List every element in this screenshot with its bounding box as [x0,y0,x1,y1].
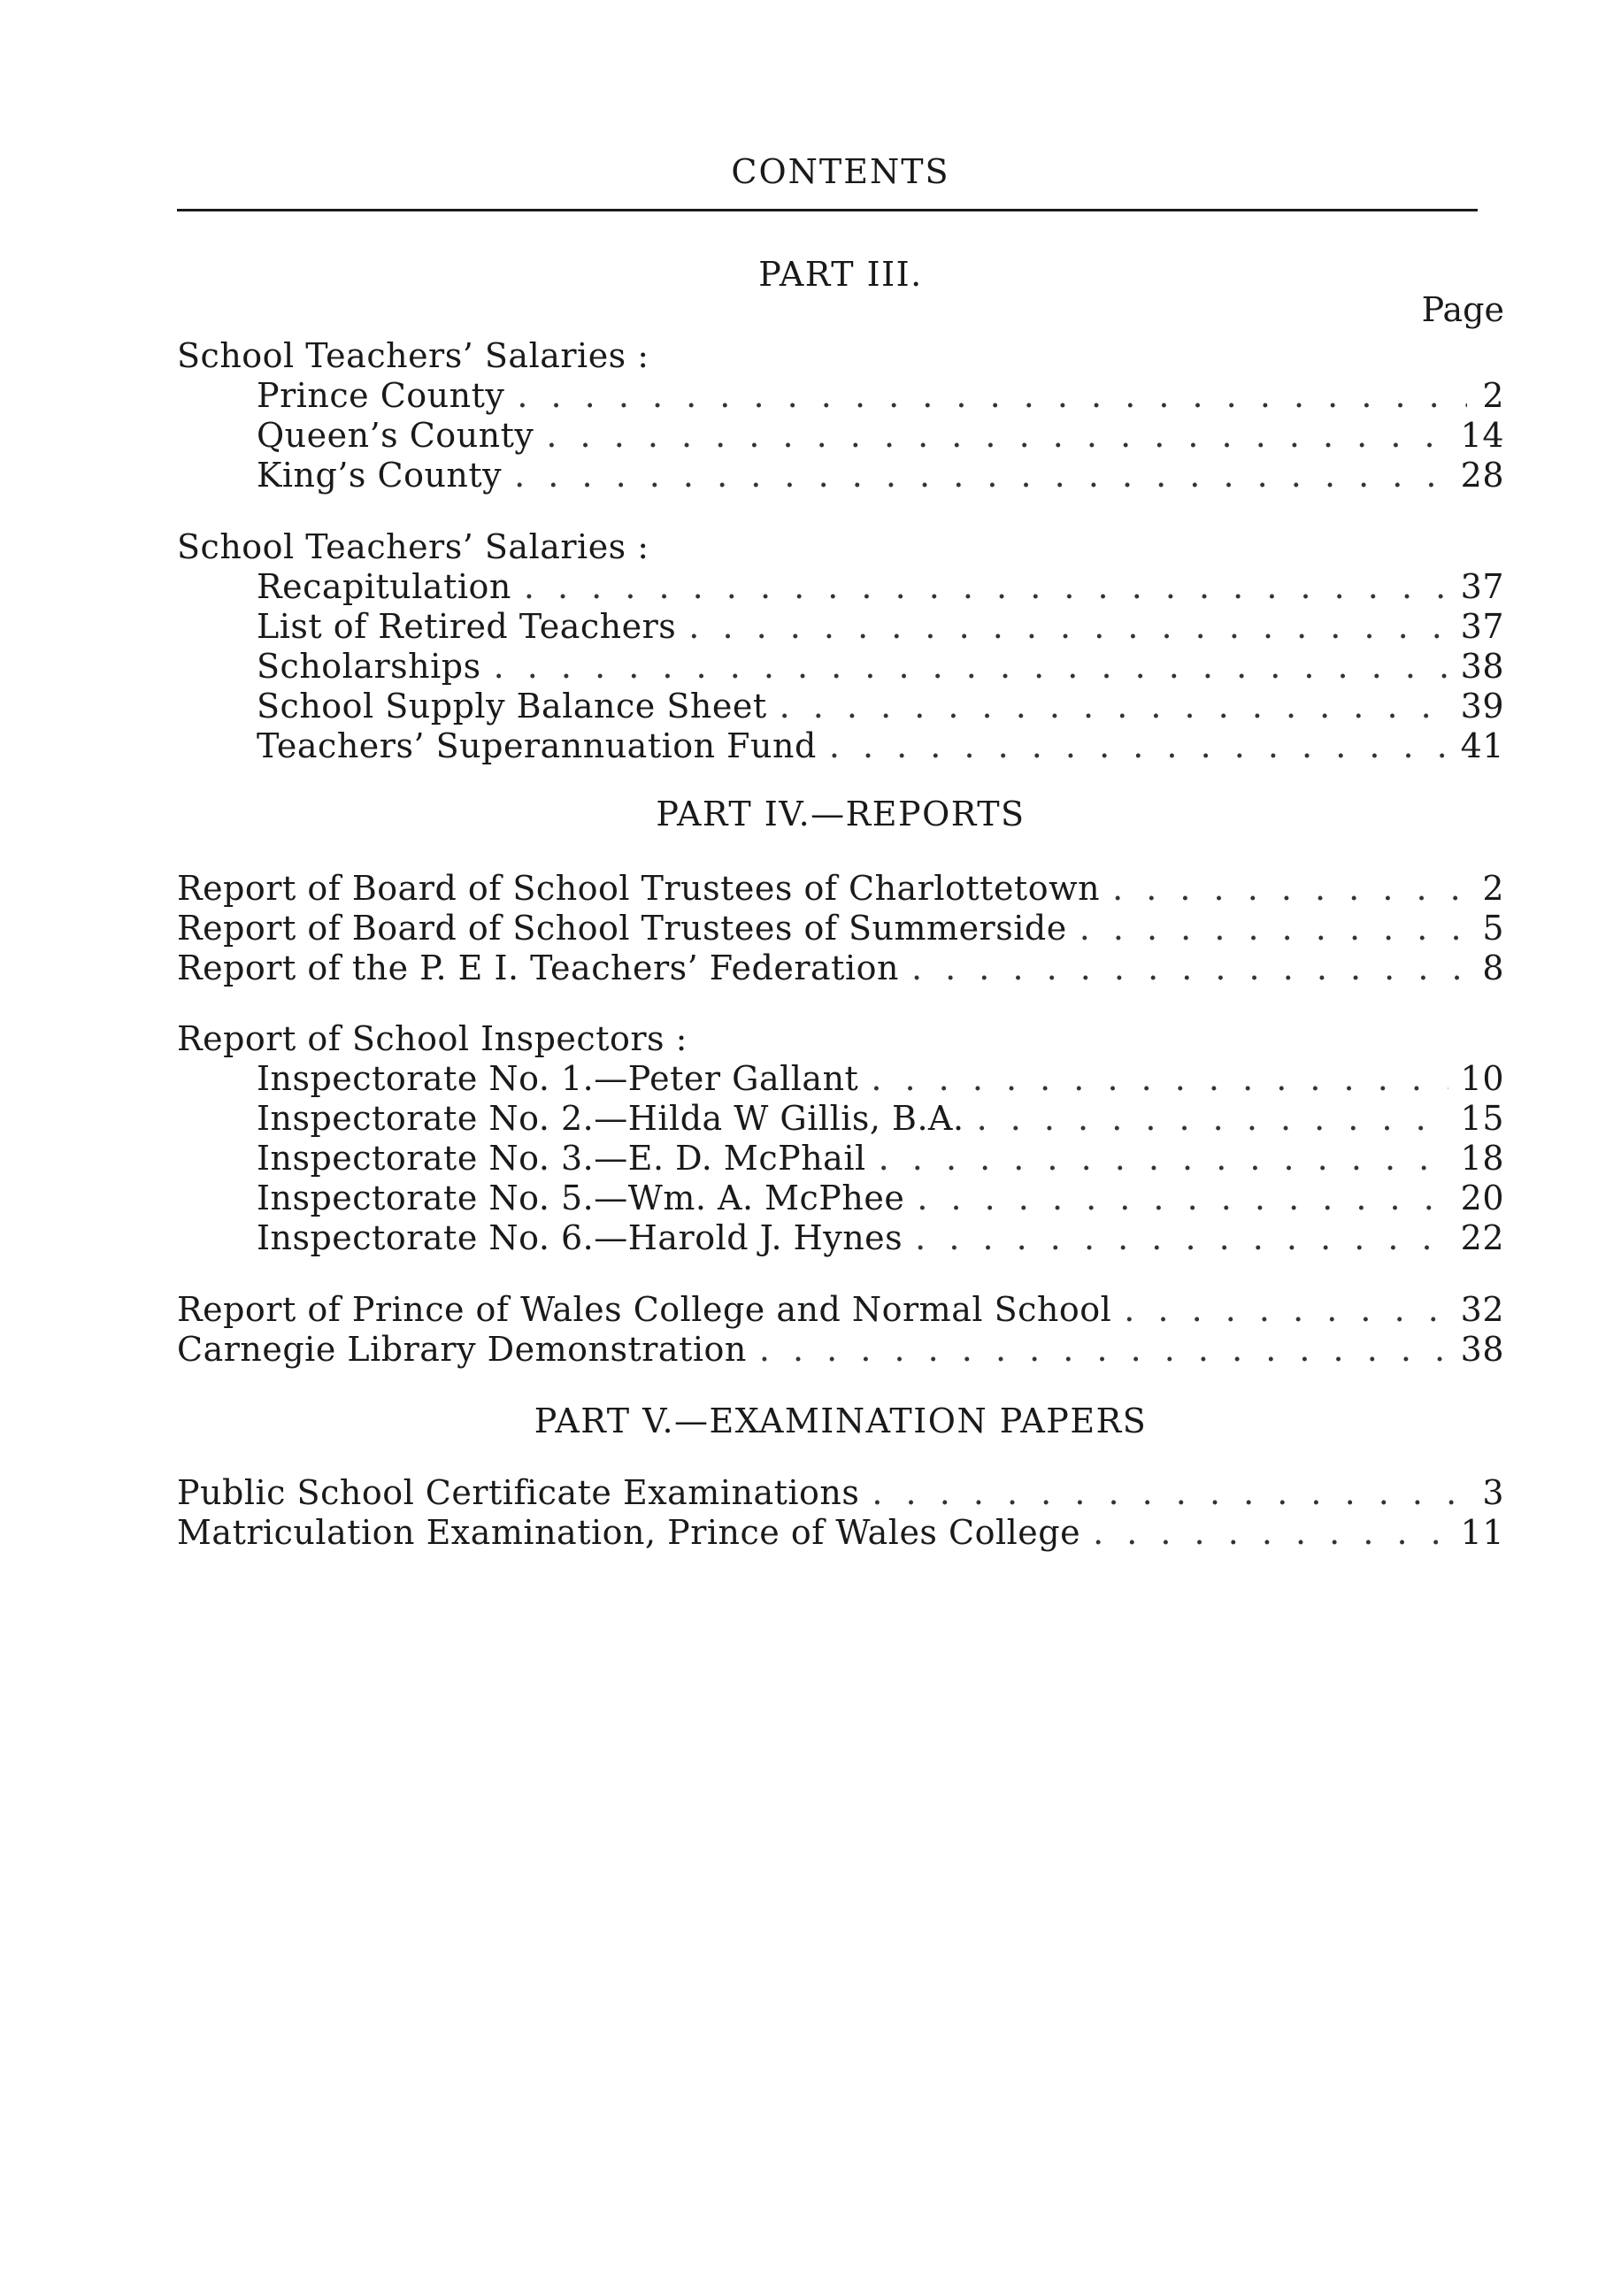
toc-entry [177,1290,1504,1331]
toc-entry [257,1218,1504,1259]
part-5-heading: PART V.—EXAMINATION PAPERS [534,1401,1148,1440]
dot-leader [517,376,1467,415]
toc-entry [257,1099,1504,1140]
toc-entry [257,416,1504,457]
dot-leader [546,416,1448,455]
dot-leader [1093,1513,1448,1552]
dot-leader [879,1139,1448,1178]
toc-entry [177,1473,1504,1514]
entry-label: Inspectorate No. 5.—Wm. A. McPhee [257,1179,905,1217]
entry-label: Inspectorate No. 1.—Peter Gallant [257,1059,859,1098]
entry-label: Prince County [257,376,505,415]
entry-page: 20 [1460,1179,1504,1217]
dot-leader [872,1473,1470,1512]
entry-page: 14 [1460,416,1504,455]
entry-label: Inspectorate No. 3.—E. D. McPhail [257,1139,866,1178]
toc-entry [257,687,1504,727]
entry-page: 38 [1460,1330,1504,1369]
dot-leader [871,1059,1448,1098]
entry-page: 11 [1460,1513,1504,1552]
entry-page: 39 [1460,687,1504,726]
entry-page: 37 [1460,607,1504,646]
toc-entry [177,909,1504,949]
entry-label: Carnegie Library Demonstration [177,1330,747,1369]
dot-leader [688,607,1448,646]
entry-label: Report of Board of School Trustees of Charlottetown [177,869,1101,908]
dot-leader [494,647,1448,686]
entry-page: 3 [1482,1473,1504,1512]
entry-page: 18 [1460,1139,1504,1178]
entry-page: 5 [1482,909,1504,948]
toc-entry [177,948,1504,989]
entry-label: List of Retired Teachers [257,607,677,646]
inspectors-group-title: Report of School Inspectors : [177,1019,688,1058]
entry-page: 37 [1460,567,1504,606]
dot-leader [514,456,1448,495]
dot-leader [911,948,1470,987]
entry-page: 10 [1460,1059,1504,1098]
dot-leader [977,1099,1448,1138]
entry-label: Report of Board of School Trustees of Summerside [177,909,1067,948]
part-3-heading: PART III. [758,255,923,294]
dot-leader [915,1218,1448,1257]
entry-label: Public School Certificate Examinations [177,1473,860,1512]
toc-entry [257,567,1504,608]
entry-page: 2 [1482,869,1504,908]
toc-entry [257,607,1504,648]
dot-leader [1124,1290,1448,1329]
entry-page: 38 [1460,647,1504,686]
entry-label: Recapitulation [257,567,511,606]
entry-label: Inspectorate No. 2.—Hilda W Gillis, B.A. [257,1099,964,1138]
dot-leader [1112,869,1470,908]
entry-label: Inspectorate No. 6.—Harold J. Hynes [257,1218,903,1257]
dot-leader [1079,909,1471,948]
entry-label: King’s County [257,456,503,495]
toc-entry [257,1179,1504,1219]
salaries-group-title: School Teachers’ Salaries : [177,527,649,566]
toc-entry [257,1139,1504,1179]
toc-entry [257,1059,1504,1100]
toc-entry [257,376,1504,417]
toc-entry [257,726,1504,767]
entry-page: 28 [1460,456,1504,495]
entry-label: Report of the P. E I. Teachers’ Federation [177,948,899,987]
salaries-group-title: School Teachers’ Salaries : [177,336,649,375]
part-4-heading: PART IV.—REPORTS [656,795,1026,833]
entry-page: 15 [1460,1099,1504,1138]
entry-label: Matriculation Examination, Prince of Wales College [177,1513,1081,1552]
entry-page: 32 [1460,1290,1504,1329]
entry-label: Queen’s County [257,416,534,455]
toc-entry [177,869,1504,910]
entry-label: Teachers’ Superannuation Fund [257,726,817,765]
dot-leader [917,1179,1448,1217]
entry-page: 2 [1482,376,1504,415]
page-column-label: Page [1421,290,1504,329]
dot-leader [759,1330,1448,1369]
toc-entry [257,456,1504,496]
toc-entry [257,647,1504,687]
entry-label: School Supply Balance Sheet [257,687,767,726]
header-rule [177,209,1478,211]
entry-page: 41 [1460,726,1504,765]
entry-page: 22 [1460,1218,1504,1257]
toc-entry [177,1330,1504,1371]
entry-label: Scholarships [257,647,481,686]
toc-entry [177,1513,1504,1554]
dot-leader [829,726,1448,765]
dot-leader [780,687,1448,726]
entry-page: 8 [1482,948,1504,987]
running-title: CONTENTS [731,152,950,191]
entry-label: Report of Prince of Wales College and Normal School [177,1290,1112,1329]
dot-leader [524,567,1448,606]
